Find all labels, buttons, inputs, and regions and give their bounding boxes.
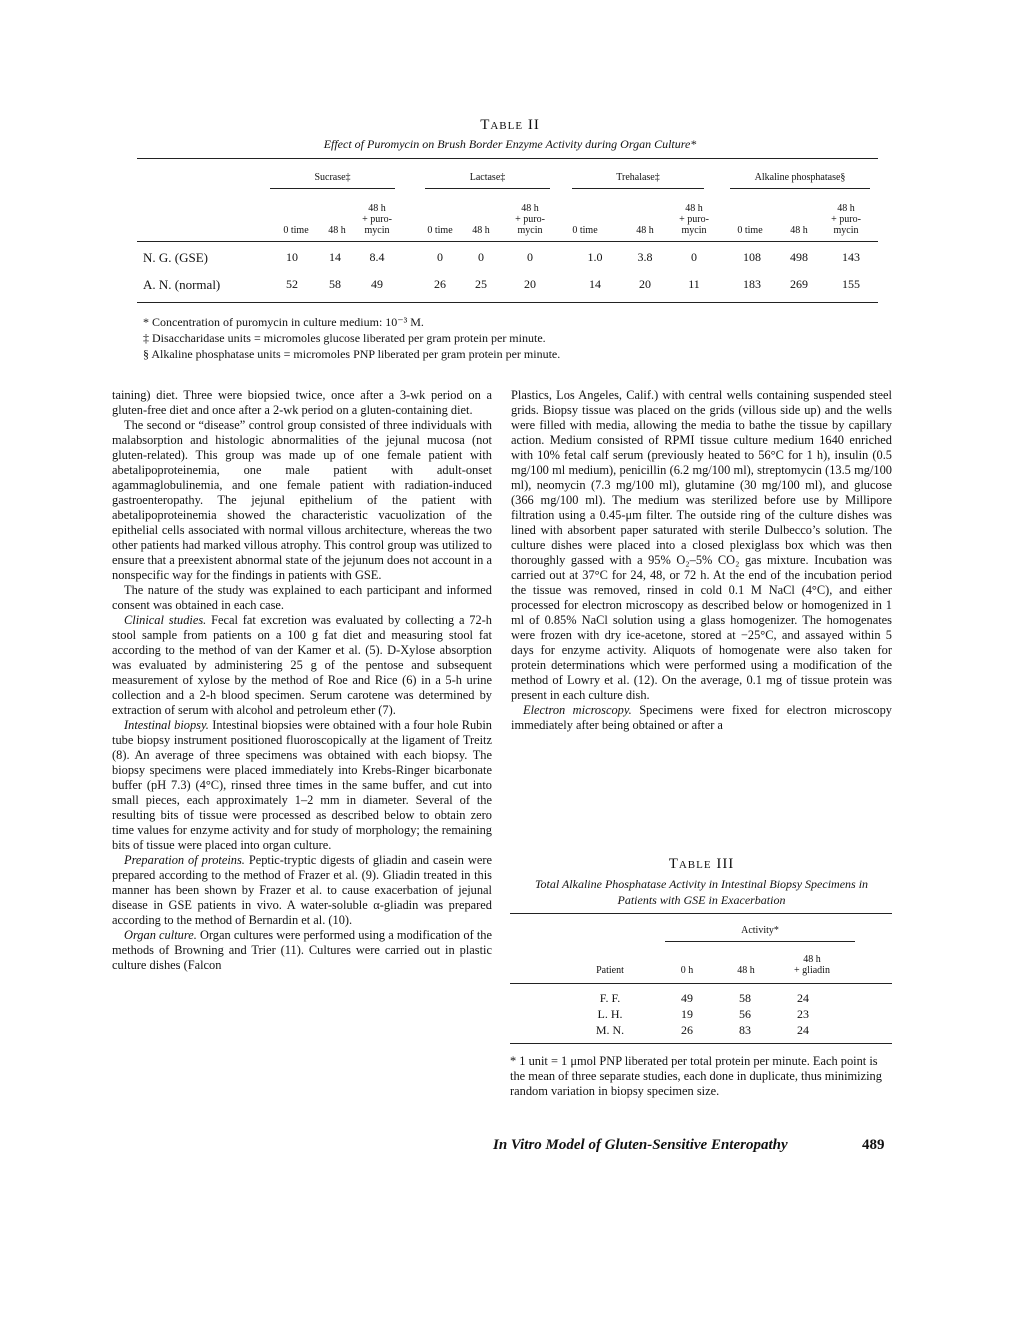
section-heading: Clinical studies. [124, 613, 207, 627]
table2-col-0time: 0 time [572, 225, 598, 236]
table2-cell: 498 [790, 250, 808, 264]
table2-cell: 26 [434, 277, 446, 291]
paragraph: The nature of the study was explained to each participant and informed consent was obtained in each case. [112, 583, 492, 612]
table2-row-label: A. N. (normal) [143, 277, 221, 292]
table2-cell: 0 [437, 250, 443, 264]
table3-cell: 24 [797, 991, 809, 1005]
table2-cell: 1.0 [587, 250, 603, 264]
right-text-column [511, 388, 892, 733]
table2-footnote: ‡ Disaccharidase units = micromoles glucose liberated per gram protein per minute. [143, 331, 546, 345]
table3-cell: 83 [739, 1023, 751, 1037]
table3-footnote: * 1 unit = 1 μmol PNP liberated per total protein per minute. Each point is the mean of three separate studies, each done in duplicate, thus minimizing random variation in biopsy specimen size. [510, 1054, 882, 1098]
table2-cell: 8.4 [369, 250, 385, 264]
table2-footnote: * Concentration of puromycin in culture medium: 10⁻³ M. [143, 315, 424, 329]
table2-cell: 58 [329, 277, 341, 291]
table3-header-rule [510, 983, 892, 984]
table2-cell: 3.8 [637, 250, 653, 264]
table3-col-0h: 0 h [680, 965, 694, 976]
table3-col-48h: 48 h [737, 965, 755, 976]
table2-row-label: N. G. (GSE) [143, 250, 208, 265]
table3-caption: Total Alkaline Phosphatase Activity in Intestinal Biopsy Specimens in Patients with GSE in Exacerbation [534, 877, 869, 907]
table2-top-rule [137, 158, 878, 159]
table2-cell: 183 [743, 277, 761, 291]
paragraph: Electron microscopy. Specimens were fixed for electron microscopy immediately after being obtained or after a [511, 703, 892, 732]
table2-caption: Effect of Puromycin on Brush Border Enzyme Activity during Organ Culture* [323, 137, 697, 151]
table2-cell: 143 [842, 250, 860, 264]
table3-col-48h-gliadin: 48 h + gliadin [794, 954, 830, 976]
table2-col-48h: 48 h [328, 225, 346, 236]
table2-cell: 0 [691, 250, 697, 264]
table2-cell: 10 [286, 250, 298, 264]
table2-col-0time: 0 time [737, 225, 763, 236]
table2-group-alkaline-phosphatase: Alkaline phosphatase§ [730, 172, 870, 183]
table2-group-sucrase: Sucrase‡ [270, 172, 395, 183]
table3-patient: M. N. [595, 1023, 625, 1037]
table3-cell: 24 [797, 1023, 809, 1037]
table3-bottom-rule [510, 1043, 892, 1044]
table3-label: Table III [668, 856, 735, 872]
table2-col-48h: 48 h [790, 225, 808, 236]
table2-cell: 14 [589, 277, 601, 291]
table2-cell: 14 [329, 250, 341, 264]
table2-cell: 20 [639, 277, 651, 291]
table3-cell: 58 [739, 991, 751, 1005]
paragraph: Preparation of proteins. Peptic-tryptic digests of gliadin and casein were prepared according to the method of Frazer et al. (9). Gliadin treated in this manner has been shown by Frazer et al. to cause exacerbation of jejunal disease in GSE patients in vivo. A water-soluble α-gliadin was prepared according to the method of Bernardin et al. (10). [112, 853, 492, 927]
table2-cell: 49 [371, 277, 383, 291]
left-text-column [112, 388, 492, 973]
section-heading: Organ culture. [124, 928, 197, 942]
table2-cell: 11 [688, 277, 700, 291]
table3-col-patient: Patient [596, 965, 624, 976]
table2-col-0time: 0 time [283, 225, 309, 236]
table2-bottom-rule [137, 302, 878, 303]
table3-cell: 23 [797, 1007, 809, 1021]
paragraph: Organ culture. Organ cultures were performed using a modification of the methods of Browning and Trier (11). Cultures were carried out in plastic culture dishes (Falcon [112, 928, 492, 972]
table2-cell: 0 [527, 250, 533, 264]
table2-cell: 269 [790, 277, 808, 291]
table2-group-lactase: Lactase‡ [425, 172, 550, 183]
table2-col-48h: 48 h [472, 225, 490, 236]
section-heading: Intestinal biopsy. [124, 718, 209, 732]
table2-label: Table II [480, 117, 540, 133]
table2-cell: 52 [286, 277, 298, 291]
table2-cell: 155 [842, 277, 860, 291]
table2-header-rule [137, 241, 878, 242]
table2-col-puromycin: 48 h + puro- mycin [362, 203, 392, 236]
table2-col-puromycin: 48 h + puro- mycin [679, 203, 709, 236]
table3-cell: 19 [681, 1007, 693, 1021]
table2-group-trehalase: Trehalase‡ [572, 172, 704, 183]
paragraph: Plastics, Los Angeles, Calif.) with central wells containing suspended steel grids. Biopsy tissue was placed on the grids (villous side up) and the wells were filled with media, allowing the media to bathe the tissue by capillary action. Medium consisted of RPMI tissue culture medium 1640 enriched with 10% fetal calf serum (previously heated to 56°C for 1 h), insulin (0.5 mg/100 ml medium), penicillin (6.2 mg/100 ml), streptomycin (13.5 mg/100 ml), neomycin (7.3 mg/100 ml), glutamine (30 mg/100 ml), and glucose (366 mg/100 ml). The medium was sterilized before use by Millipore filtration using a 0.45-μm filter. The outside ring of the culture dishes was lined with absorbent paper saturated with sterile Dulbecco’s solution. The culture dishes were placed into a closed plexiglass box which was then thoroughly gassed with a 95% O₂–5% CO₂ gas mixture. Incubation was carried out at 37°C for 24, 48, or 72 h. At the end of the incubation period the tissue was removed, rinsed in cold 0.1 M NaCl (4°C), and either processed for electron microscopy as described below or homogenized in 1 ml of 0.85% NaCl solution using a glass homogenizer. The homogenates were frozen with dry ice-acetone, stored at −25°C, and assayed within 5 days for enzyme activity. Aliquots of homogenate were also taken for protein determinations which were performed using a modification of the method of Lowry et al. (12). On the average, 0.1 mg of tissue protein was present in each culture dish. [511, 388, 892, 702]
table3-top-rule [510, 913, 892, 914]
running-title: In Vitro Model of Gluten-Sensitive Enteropathy [493, 1137, 788, 1153]
table3-patient: L. H. [597, 1007, 623, 1021]
page-number: 489 [862, 1137, 885, 1153]
table3-cell: 56 [739, 1007, 751, 1021]
table3-cell: 26 [681, 1023, 693, 1037]
table2-cell: 108 [743, 250, 761, 264]
table3-cell: 49 [681, 991, 693, 1005]
table3-group-activity: Activity* [665, 925, 855, 936]
table3-patient: F. F. [599, 991, 621, 1005]
table2-cell: 0 [478, 250, 484, 264]
section-heading: Preparation of proteins. [124, 853, 245, 867]
table2-col-puromycin: 48 h + puro- mycin [831, 203, 861, 236]
section-heading: Electron microscopy. [523, 703, 632, 717]
paragraph: Intestinal biopsy. Intestinal biopsies were obtained with a four hole Rubin tube biopsy instrument positioned fluoroscopically at the ligament of Treitz (8). An average of three specimens was obtained with each biopsy. The biopsy specimens were placed immediately into Krebs-Ringer bicarbonate buffer (pH 7.3) (4°C), rinsed three times in the same buffer, and cut into small pieces, each approximately 1–2 mm in diameter. Several of the resulting bits of tissue were processed as described below to obtain zero time values for enzyme activity and for study of morphology; the remaining bits of tissue were placed into organ culture. [112, 718, 492, 852]
paragraph: taining) diet. Three were biopsied twice, once after a 3-wk period on a gluten-free diet and once after a 2-wk period on a gluten-containing diet. [112, 388, 492, 417]
table2-cell: 20 [524, 277, 536, 291]
table2-col-0time: 0 time [427, 225, 453, 236]
table2-footnote: § Alkaline phosphatase units = micromoles PNP liberated per gram protein per minute. [143, 347, 561, 361]
paragraph: The second or “disease” control group consisted of three individuals with malabsorption and histologic abnormalities of the jejunal mucosa (not gluten-related). This group was made up of one female patient with abetalipoproteinemia, one male patient with adult-onset agammaglobulinemia, and one female patient with radiation-induced gastroenteropathy. The jejunal epithelium of the patient with abetalipoproteinemia showed the characteristic vacuolization of the epithelial cells associated with normal villous architecture, whereas the two other patients had marked villous atrophy. This control group was utilized to ensure that a preexistent abnormal state of the jejunum does not account in a nonspecific way for the findings in patients with GSE. [112, 418, 492, 582]
paragraph: Clinical studies. Fecal fat excretion was evaluated by collecting a 72-h stool sample from patients on a 100 g fat diet and measuring stool fat according to the method of van der Kamer et al. (5). D-Xylose absorption was evaluated by administering 25 g of the pentose and subsequent measurement of xylose by the method of Roe and Rice (6) in a 5-h urine collection and a 2-h blood specimen. Serum carotene was determined by extraction of serum with alcohol and petroleum ether (7). [112, 613, 492, 717]
table2-col-48h: 48 h [636, 225, 654, 236]
table2-cell: 25 [475, 277, 487, 291]
table2-col-puromycin: 48 h + puro- mycin [515, 203, 545, 236]
